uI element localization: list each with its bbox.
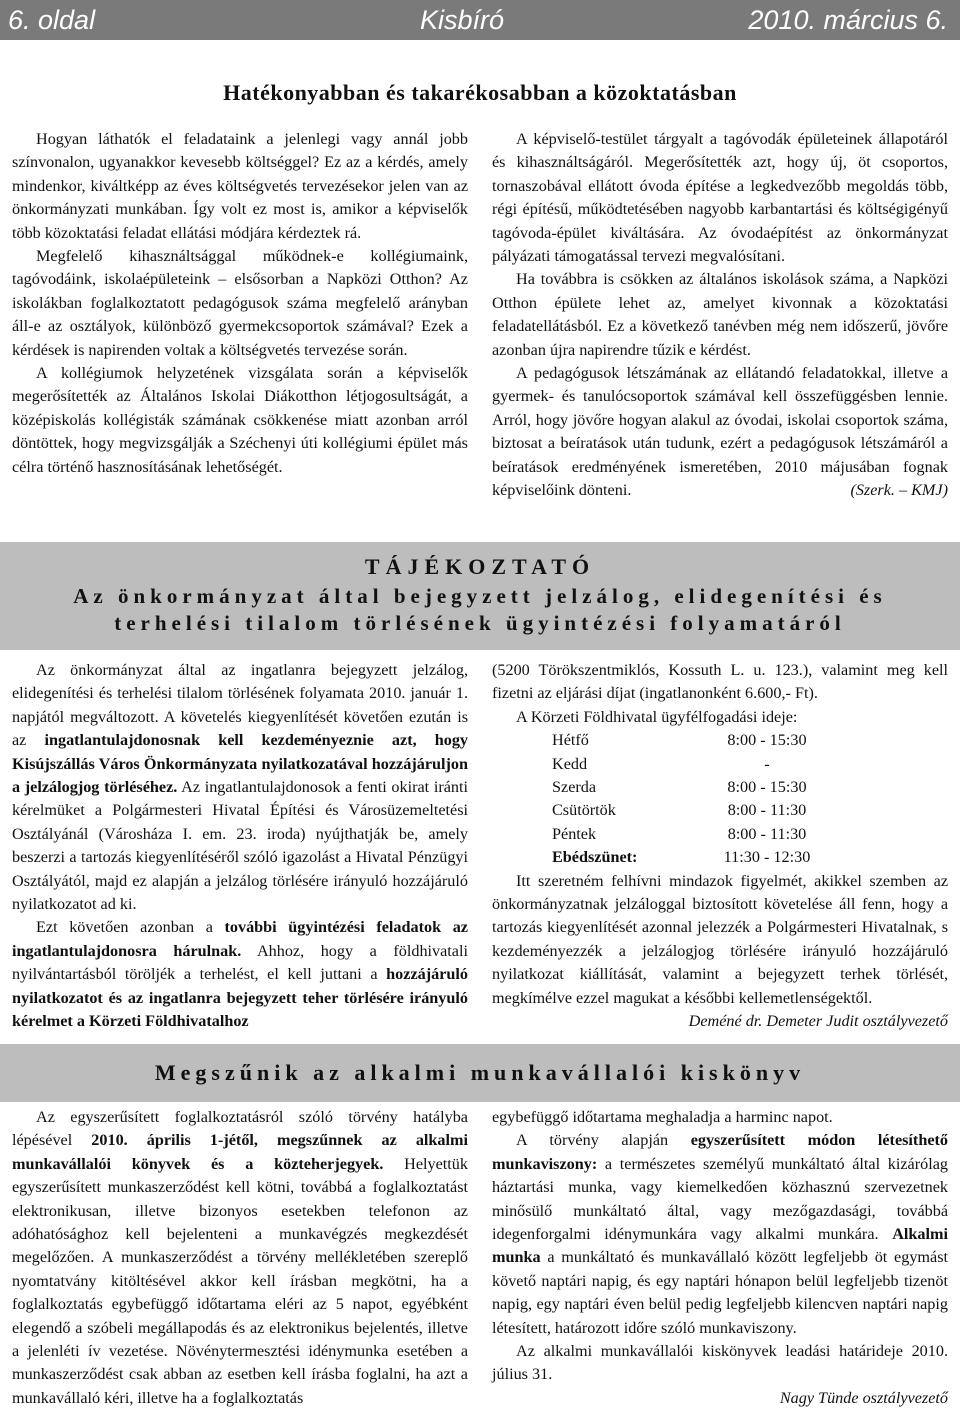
table-row: Péntek 8:00 - 11:30 (552, 824, 807, 843)
article3-paragraph: egybefüggő időtartama meghaladja a harminc napot. (492, 1108, 833, 1126)
article1-paragraph: A pedagógusok létszámának az ellátandó feladatokkal, illetve a gyermek- és tanulócsoportok számával kell összefüggésben lennie. Arról, hogy jövőre hogyan alakul az óvodai, iskolai csoportok száma, biztosat a beíratások után tudunk, ezért a pedagógusok létszámáról a beíratások eredményének ismeretében, 2010 májusában fognak képviselőink dönteni. (492, 364, 948, 500)
article3-right-column (492, 1106, 948, 1410)
article2-title-line1: Az önkormányzat által bejegyzett jelzálog, elidegenítési és (73, 584, 887, 608)
article1-paragraph: A képviselő-testület tárgyalt a tagóvodák épületeinek állapotáról és kihasználtságáról. Megerősítették azt, hogy új, öt csoportos, tornaszobával ellátott óvoda építése a legkedvezőbb megoldás több, régi építésű, működtetésében nagyobb karbantartási és költségigényű tagóvoda-épület kiváltására. Az óvodaépítést az önkormányzat pályázati támogatással tervezi megvalósítani. (492, 130, 948, 266)
article3-title: Megszűnik az alkalmi munkavállalói kiskönyv (154, 1060, 806, 1085)
article2-kicker: TÁJÉKOZTATÓ (364, 554, 596, 579)
office-hours-table (552, 729, 837, 869)
article2-right-column (492, 659, 948, 1034)
article2-paragraph: Itt szeretném felhívni mindazok figyelmét, akikkel szemben az önkormányzatnak jelzáloggal biztosított követelése áll fenn, hogy a tartozás kiegyenlítését azonnal jelezzék a Polgármesteri Hivatalnak, s kezdeményezzék a jelzálogjog törlésére irányuló hozzájáruló nyilatkozat kiállítását, valamint a bejegyzett terhek törlését, megkímélve ezzel magukat a későbbi kellemetlenségektől. (492, 871, 948, 1007)
page-number: 6. oldal (8, 5, 96, 35)
article2-paragraph: Az önkormányzat által az ingatlanra bejegyzett jelzálog, elidegenítési és terhelési tilalom törlésének folyamata 2010. január 1. napjától megváltozott. A követelés kiegyenlítését követően ezután is az ingatlantulajdonosnak kell kezdeményeznie azt, hogy Kisújszállás Város Önkormányzata nyilatkozatával hozzájáruljon a jelzálogjog törléséhez. Az ingatlantulajdonosok a fenti okirat iránti kérelmüket a Polgármesteri Hivatal Építési és Városüzemeltetési Osztályánál (Városháza I. em. 23. iroda) nyújthatják be, amely beszerzi a tartozás kiegyenlítéséről szóló igazolást a Hivatal Pénzügyi Osztályától, majd ez alapján a jelzálog törlésére irányuló hozzájáruló nyilatkozatot ad ki. (12, 661, 469, 914)
article1-title: Hatékonyabban és takarékosabban a közoktatásban (223, 80, 737, 105)
article1-paragraph: Megfelelő kihasználtsággal működnek-e kollégiumaink, tagóvodáink, iskolaépületeink – elsősorban a Napközi Otthon? Az iskolákban foglalkoztatott pedagógusok száma megfelelő arányban áll-e az osztályok, különböző gyermekcsoportok számával? Ezek a kérdések is napirenden voltak a költségvetés tervezése során. (12, 247, 468, 359)
article1-paragraph: Hogyan láthatók el feladataink a jelenlegi vagy annál jobb színvonalon, ugyanakkor kevesebb költséggel? Ez az a kérdés, amely mindenkor, kiváltképp az éves költségvetés tervezésekor jelen van az önkormányzati munkában. Így volt ez most is, amikor a képviselők több közoktatási feladat ellátási módjára kérdeztek rá. (12, 130, 468, 242)
table-row: Ebédszünet: 11:30 - 12:30 (552, 848, 811, 867)
article1-paragraph: Ha továbbra is csökken az általános iskolások száma, a Napközi Otthon épülete lehet az, amelyet kivonnak a közoktatási feladatellátásból. Ez a következő tanévben még nem időszerű, jövőre azonban újra napirendre tűzik e kérdést. (492, 270, 948, 359)
article1-signature: (Szerk. – KMJ) (850, 481, 948, 500)
table-row: Hétfő 8:00 - 15:30 (552, 731, 807, 750)
article2-signature: Deméné dr. Demeter Judit osztályvezető (688, 1012, 948, 1031)
article3-paragraph: A törvény alapján egyszerűsített módon létesíthető munkaviszony: a természetes személyű munkáltató által kizárólag háztartási munka, vagy kiemelkedően közhasznú szervezetnek minősülő munkáltató által, vagy mezőgazdasági, továbbá idegenforgalmi idénymunkára vagy alkalmi munkára. Alkalmi munka a munkáltató és munkavállaló között legfeljebb öt egymást követő naptári napig, és egy naptári hónapon belül legfeljebb tizenöt napig, egy naptári éven belül pedig legfeljebb kilencven naptári napig létesített, határozott időre szóló munkaviszony. (492, 1131, 948, 1337)
office-hours-heading: A Körzeti Földhivatal ügyfélfogadási ideje: (516, 707, 798, 726)
article2-paragraph: Ezt követően azonban a további ügyintézési feladatok az ingatlantulajdonosra hárulnak. Ahhoz, hogy a földhivatali nyilvántartásból töröljék a terhelést, el kell juttani a hozzájáruló nyilatkozatot és az ingatlanra bejegyzett teher törlésére irányuló kérelmet a Körzeti Földhivatalhoz (12, 918, 468, 1031)
article3-title-band (0, 1044, 960, 1102)
article2-title-line2: terhelési tilalom törlésének ügyintézési folyamatáról (114, 611, 846, 635)
page-header (0, 0, 960, 40)
newspaper-name: Kisbíró (420, 5, 505, 35)
article2-left-column (12, 659, 468, 1034)
table-row: Szerda 8:00 - 15:30 (552, 778, 807, 797)
article1-paragraph: A kollégiumok helyzetének vizsgálata során a képviselők megerősítették az Általános Iskolai Diákotthon létjogosultságát, a középiskolás kollégisták számának csökkenése miatt azonban arról döntöttek, hogy megvizsgálják a Széchenyi úti kollégiumi épület más célra történő hasznosításának lehetőségét. (12, 364, 468, 476)
article3-left-column (12, 1106, 468, 1410)
article1-right-column (492, 128, 948, 503)
article1-left-column (12, 128, 468, 479)
issue-date: 2010. március 6. (748, 5, 948, 35)
table-row: Kedd - (552, 754, 770, 773)
article3-signature: Nagy Tünde osztályvezető (779, 1388, 948, 1407)
article2-title-band (0, 542, 960, 650)
article3-paragraph: Az egyszerűsített foglalkoztatásról szóló törvény hatályba lépésével 2010. április 1-jétől, megszűnnek az alkalmi munkavállalói könyvek és a közteherjegyek. Helyettük egyszerűsített munkaszerződést kell kötni, továbbá a foglalkoztatást elektronikusan, illetve bizonyos esetekben telefonon az adóhatósághoz kell bejelenteni a munkavégzés megkezdését megelőzően. A munkaszerződést a törvény mellékletében szereplő nyomtatvány kitöltésével akkor kell írásban megkötni, ha a foglalkoztatás egybefüggő időtartama eléri az 5 napot, egyébként elegendő a szóbeli megállapodás és az elektronikus bejelentés, illetve a jelenléti ív vezetése. Növénytermesztési idénymunka esetében a munkaszerződést csak abban az esetben kell írásba foglalni, ha azt a munkavállaló kéri, illetve ha a foglalkoztatás (12, 1108, 468, 1407)
article2-paragraph: (5200 Törökszentmiklós, Kossuth L. u. 123.), valamint meg kell fizetni az eljárási díjat (ingatlanonként 6.600,- Ft). (492, 661, 948, 703)
table-row: Csütörtök 8:00 - 11:30 (552, 801, 807, 820)
article3-paragraph: Az alkalmi munkavállalói kiskönyvek leadási határideje 2010. július 31. (492, 1342, 948, 1384)
